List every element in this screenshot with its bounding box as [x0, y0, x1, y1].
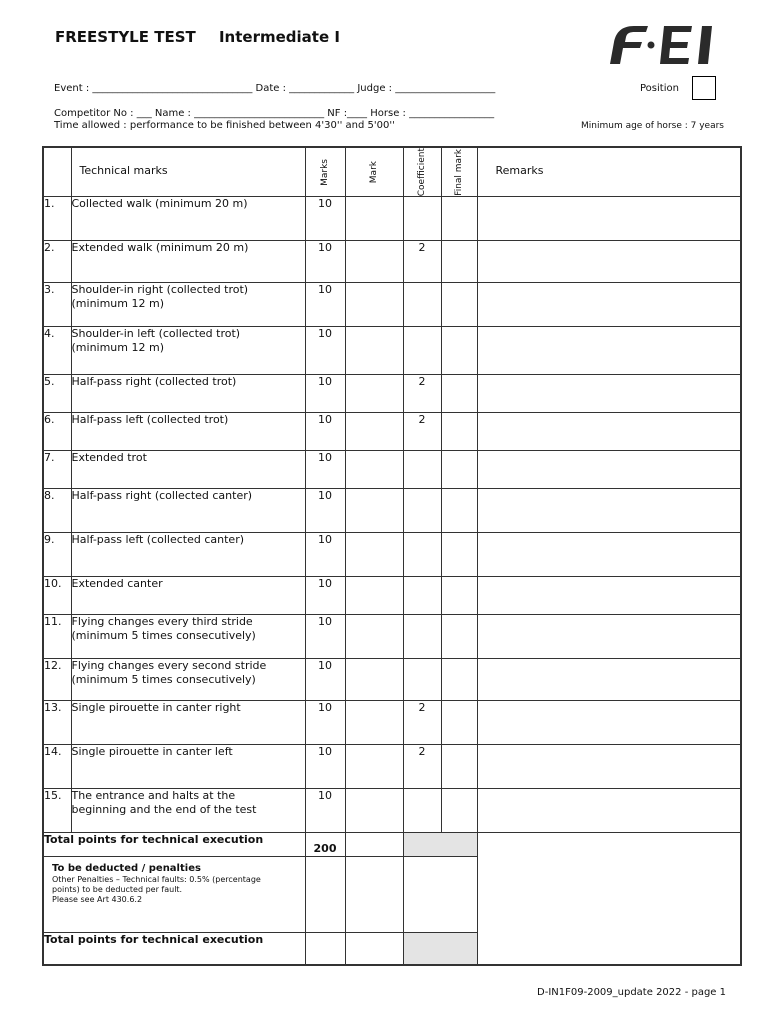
penalties-title: To be deducted / penalties — [52, 863, 201, 875]
max-marks: 10 — [305, 327, 345, 375]
header-final-mark: Final mark — [441, 147, 477, 197]
table-row — [43, 701, 741, 745]
row-number: 15. — [43, 789, 71, 833]
remarks-cell[interactable] — [477, 241, 741, 283]
position-box[interactable] — [692, 76, 716, 100]
final-total-mark-cell[interactable] — [345, 933, 403, 965]
time-allowed: Time allowed : performance to be finished between 4'30'' and 5'00'' — [54, 120, 395, 131]
mark-cell[interactable] — [345, 577, 403, 615]
remarks-cell[interactable] — [477, 789, 741, 833]
coefficient-cell — [403, 283, 441, 327]
coefficient-cell: 2 — [403, 413, 441, 451]
row-number: 10. — [43, 577, 71, 615]
remarks-cell[interactable] — [477, 327, 741, 375]
table-row — [43, 659, 741, 701]
remarks-cell[interactable] — [477, 701, 741, 745]
max-marks: 10 — [305, 533, 345, 577]
row-number: 13. — [43, 701, 71, 745]
movement-description: Half-pass left (collected trot) — [71, 413, 305, 451]
coefficient-cell — [403, 533, 441, 577]
remarks-cell[interactable] — [477, 413, 741, 451]
movement-description: Extended trot — [71, 451, 305, 489]
movement-description: Collected walk (minimum 20 m) — [71, 197, 305, 241]
remarks-cell[interactable] — [477, 615, 741, 659]
total-marks: 200 — [305, 833, 345, 857]
coefficient-cell — [403, 327, 441, 375]
penalties-cell — [43, 857, 305, 933]
max-marks: 10 — [305, 375, 345, 413]
movement-description: Flying changes every second stride (minimum 5 times consecutively) — [71, 659, 305, 701]
coefficient-cell — [403, 659, 441, 701]
table-header-row — [43, 147, 741, 197]
mark-cell[interactable] — [345, 789, 403, 833]
coefficient-cell — [403, 489, 441, 533]
max-marks: 10 — [305, 789, 345, 833]
mark-cell[interactable] — [345, 489, 403, 533]
max-marks: 10 — [305, 451, 345, 489]
mark-cell[interactable] — [345, 375, 403, 413]
movement-description: Extended canter — [71, 577, 305, 615]
fei-logo — [604, 20, 734, 66]
table-row — [43, 451, 741, 489]
mark-cell[interactable] — [345, 327, 403, 375]
final-mark-cell[interactable] — [441, 413, 477, 451]
mark-cell[interactable] — [345, 701, 403, 745]
test-name: FREESTYLE TEST — [55, 28, 196, 46]
remarks-cell[interactable] — [477, 745, 741, 789]
max-marks: 10 — [305, 659, 345, 701]
row-number: 8. — [43, 489, 71, 533]
max-marks: 10 — [305, 489, 345, 533]
table-row — [43, 413, 741, 451]
remarks-cell[interactable] — [477, 451, 741, 489]
row-number: 12. — [43, 659, 71, 701]
mark-cell[interactable] — [345, 615, 403, 659]
final-mark-cell[interactable] — [441, 745, 477, 789]
final-total-shaded-cell — [403, 933, 477, 965]
movement-description: Shoulder-in right (collected trot) (minimum 12 m) — [71, 283, 305, 327]
max-marks: 10 — [305, 701, 345, 745]
max-marks: 10 — [305, 577, 345, 615]
movement-description: Single pirouette in canter left — [71, 745, 305, 789]
movement-description: Shoulder-in left (collected trot) (minimum 12 m) — [71, 327, 305, 375]
final-mark-cell[interactable] — [441, 615, 477, 659]
max-marks: 10 — [305, 745, 345, 789]
max-marks: 10 — [305, 413, 345, 451]
header-remarks: Remarks — [477, 147, 741, 197]
final-mark-cell[interactable] — [441, 197, 477, 241]
page-title — [55, 28, 340, 46]
movement-description: Half-pass right (collected canter) — [71, 489, 305, 533]
row-number: 9. — [43, 533, 71, 577]
event-line: Event : ________________________________ Date : _____________ Judge : ____________________ — [54, 83, 496, 94]
mark-cell[interactable] — [345, 241, 403, 283]
total-label: Total points for technical execution — [43, 833, 305, 857]
final-total-label: Total points for technical execution — [43, 933, 305, 965]
header-marks: Marks — [305, 147, 345, 197]
final-mark-cell[interactable] — [441, 241, 477, 283]
coefficient-cell — [403, 197, 441, 241]
final-mark-cell[interactable] — [441, 451, 477, 489]
coefficient-cell: 2 — [403, 701, 441, 745]
test-level: Intermediate I — [218, 28, 340, 46]
movement-description: Single pirouette in canter right — [71, 701, 305, 745]
final-mark-cell[interactable] — [441, 789, 477, 833]
total-row — [43, 833, 741, 857]
mark-cell[interactable] — [345, 283, 403, 327]
table-row — [43, 615, 741, 659]
coefficient-cell: 2 — [403, 745, 441, 789]
table-row — [43, 745, 741, 789]
final-mark-cell[interactable] — [441, 533, 477, 577]
remarks-cell[interactable] — [477, 577, 741, 615]
final-mark-cell[interactable] — [441, 701, 477, 745]
mark-cell[interactable] — [345, 533, 403, 577]
table-row — [43, 789, 741, 833]
row-number: 14. — [43, 745, 71, 789]
minimum-age: Minimum age of horse : 7 years — [581, 121, 724, 131]
final-mark-cell[interactable] — [441, 577, 477, 615]
page-footer: D-IN1F09-2009_update 2022 - page 1 — [537, 987, 726, 998]
competitor-line: Competitor No : ___ Name : __________________________ NF :____ Horse : _________________ — [54, 108, 495, 119]
coefficient-cell — [403, 789, 441, 833]
total-mark-cell[interactable] — [345, 833, 403, 857]
coefficient-cell — [403, 615, 441, 659]
table-row — [43, 283, 741, 327]
row-number: 3. — [43, 283, 71, 327]
row-number: 6. — [43, 413, 71, 451]
max-marks: 10 — [305, 241, 345, 283]
max-marks: 10 — [305, 283, 345, 327]
row-number: 5. — [43, 375, 71, 413]
position-label: Position — [640, 83, 679, 94]
table-row — [43, 533, 741, 577]
movement-description: Extended walk (minimum 20 m) — [71, 241, 305, 283]
table-row — [43, 327, 741, 375]
final-mark-cell[interactable] — [441, 283, 477, 327]
table-row — [43, 197, 741, 241]
header-number — [43, 147, 71, 197]
penalties-final-cell — [403, 857, 477, 933]
final-mark-cell[interactable] — [441, 489, 477, 533]
coefficient-cell — [403, 577, 441, 615]
table-row — [43, 489, 741, 533]
total-shaded-cell — [403, 833, 477, 857]
row-number: 11. — [43, 615, 71, 659]
total-remarks-cell[interactable] — [477, 833, 741, 965]
remarks-cell[interactable] — [477, 197, 741, 241]
coefficient-cell: 2 — [403, 375, 441, 413]
row-number: 7. — [43, 451, 71, 489]
coefficient-cell — [403, 451, 441, 489]
header-mark: Mark — [345, 147, 403, 197]
remarks-cell[interactable] — [477, 489, 741, 533]
table-row — [43, 375, 741, 413]
row-number: 4. — [43, 327, 71, 375]
movement-description: Half-pass right (collected trot) — [71, 375, 305, 413]
coefficient-cell: 2 — [403, 241, 441, 283]
remarks-cell[interactable] — [477, 533, 741, 577]
mark-cell[interactable] — [345, 197, 403, 241]
max-marks: 10 — [305, 615, 345, 659]
movement-description: The entrance and halts at the beginning and the end of the test — [71, 789, 305, 833]
remarks-cell[interactable] — [477, 375, 741, 413]
row-number: 1. — [43, 197, 71, 241]
header-technical-marks: Technical marks — [71, 147, 305, 197]
table-row — [43, 577, 741, 615]
final-mark-cell[interactable] — [441, 327, 477, 375]
remarks-cell[interactable] — [477, 283, 741, 327]
penalties-text: Other Penalties – Technical faults: 0.5% (percentage points) to be deducted per fault. Please see Art 430.6.2 — [52, 875, 261, 905]
mark-cell[interactable] — [345, 413, 403, 451]
remarks-cell[interactable] — [477, 659, 741, 701]
max-marks: 10 — [305, 197, 345, 241]
mark-cell[interactable] — [345, 659, 403, 701]
mark-cell[interactable] — [345, 745, 403, 789]
penalties-marks-cell — [305, 857, 345, 933]
mark-cell[interactable] — [345, 451, 403, 489]
final-mark-cell[interactable] — [441, 375, 477, 413]
technical-marks-table — [42, 146, 742, 966]
final-total-marks-cell — [305, 933, 345, 965]
movement-description: Half-pass left (collected canter) — [71, 533, 305, 577]
row-number: 2. — [43, 241, 71, 283]
final-mark-cell[interactable] — [441, 659, 477, 701]
table-row — [43, 241, 741, 283]
movement-description: Flying changes every third stride (minimum 5 times consecutively) — [71, 615, 305, 659]
header-coefficient: Coefficient — [403, 147, 441, 197]
penalties-mark-cell[interactable] — [345, 857, 403, 933]
